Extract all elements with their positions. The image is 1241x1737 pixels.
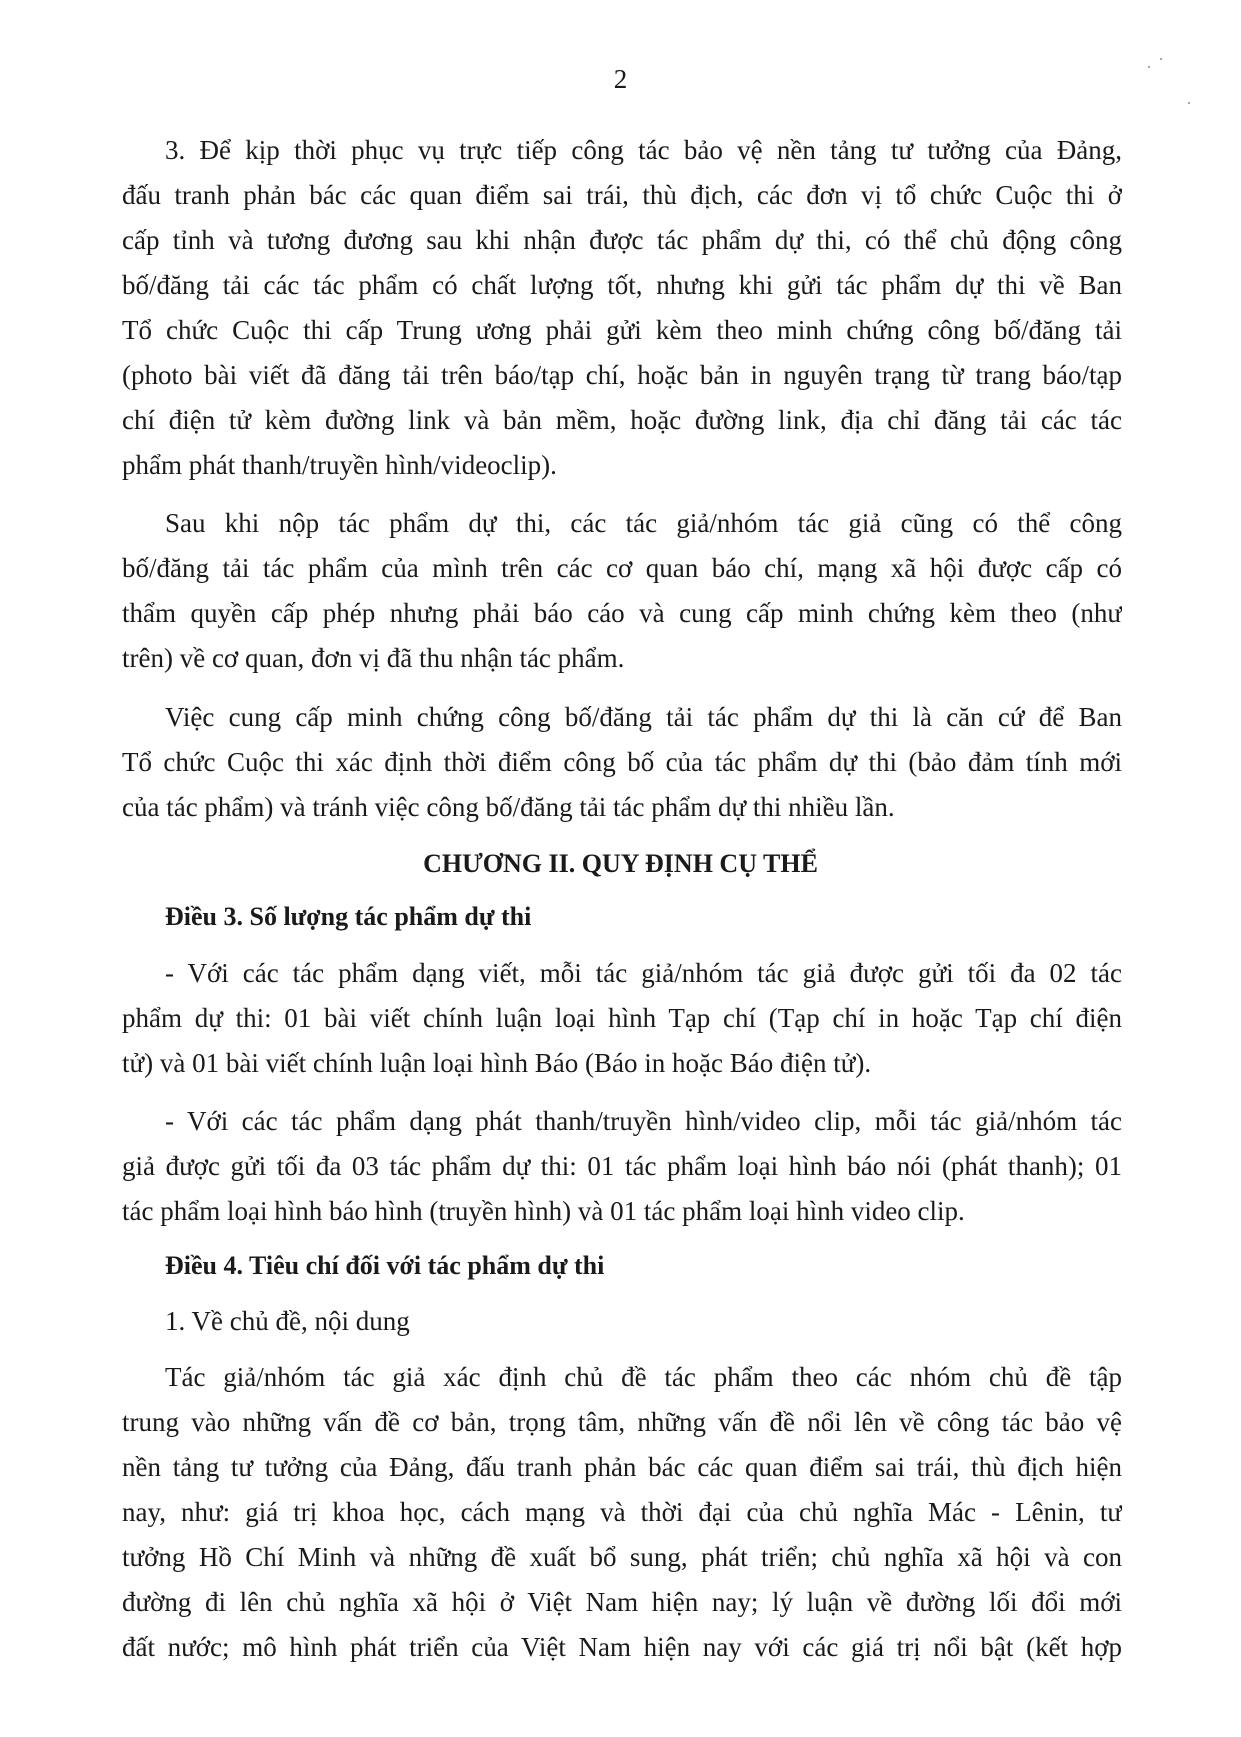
paragraph-line: bố/đăng tải các tác phẩm có chất lượng tốt, nhưng khi gửi tác phẩm dự thi về Ban	[122, 270, 1122, 300]
article-4-heading: Điều 4. Tiêu chí đối với tác phẩm dự thi	[165, 1251, 605, 1280]
paragraph-line: phẩm phát thanh/truyền hình/videoclip).	[122, 450, 557, 480]
paragraph-line: trung vào những vấn đề cơ bản, trọng tâm, những vấn đề nổi lên về công tác bảo vệ	[122, 1407, 1122, 1437]
scan-speck	[1188, 102, 1190, 104]
paragraph-line: 3. Để kịp thời phục vụ trực tiếp công tác bảo vệ nền tảng tư tưởng của Đảng,	[165, 135, 1122, 165]
page-number: 2	[613, 64, 628, 94]
paragraph-line: Tổ chức Cuộc thi xác định thời điểm công bố của tác phẩm dự thi (bảo đảm tính mới	[122, 747, 1122, 777]
paragraph-line: đường đi lên chủ nghĩa xã hội ở Việt Nam hiện nay; lý luận về đường lối đổi mới	[122, 1587, 1122, 1617]
paragraph-line: giả được gửi tối đa 03 tác phẩm dự thi: 01 tác phẩm loại hình báo nói (phát thanh); 01	[122, 1151, 1122, 1181]
paragraph-line: thẩm quyền cấp phép nhưng phải báo cáo và cung cấp minh chứng kèm theo (như	[122, 598, 1122, 628]
paragraph-line: - Với các tác phẩm dạng phát thanh/truyền hình/video clip, mỗi tác giả/nhóm tác	[165, 1106, 1122, 1136]
paragraph-line: tử) và 01 bài viết chính luận loại hình Báo (Báo in hoặc Báo điện tử).	[122, 1048, 872, 1078]
subsection-heading: 1. Về chủ đề, nội dung	[165, 1306, 410, 1336]
paragraph-line: cấp tỉnh và tương đương sau khi nhận được tác phẩm dự thi, có thể chủ động công	[122, 225, 1122, 255]
paragraph-line: bố/đăng tải tác phẩm của mình trên các cơ quan báo chí, mạng xã hội được cấp có	[122, 553, 1122, 583]
paragraph-line: đấu tranh phản bác các quan điểm sai trái, thù địch, các đơn vị tổ chức Cuộc thi ở	[122, 180, 1122, 210]
scan-speck	[1148, 66, 1150, 68]
chapter-heading: CHƯƠNG II. QUY ĐỊNH CỤ THỂ	[423, 849, 818, 878]
article-3-heading: Điều 3. Số lượng tác phẩm dự thi	[165, 902, 532, 931]
paragraph-line: chí điện tử kèm đường link và bản mềm, hoặc đường link, địa chỉ đăng tải các tác	[122, 405, 1122, 435]
paragraph-line: phẩm dự thi: 01 bài viết chính luận loại hình Tạp chí (Tạp chí in hoặc Tạp chí điện	[122, 1003, 1122, 1033]
paragraph-line: trên) về cơ quan, đơn vị đã thu nhận tác phẩm.	[122, 643, 625, 673]
paragraph-line: tác phẩm loại hình báo hình (truyền hình) và 01 tác phẩm loại hình video clip.	[122, 1196, 965, 1226]
paragraph-line: nền tảng tư tưởng của Đảng, đấu tranh phản bác các quan điểm sai trái, thù địch hiện	[122, 1452, 1122, 1482]
paragraph-line: - Với các tác phẩm dạng viết, mỗi tác giả/nhóm tác giả được gửi tối đa 02 tác	[165, 958, 1122, 988]
paragraph-line: nay, như: giá trị khoa học, cách mạng và thời đại của chủ nghĩa Mác - Lênin, tư	[122, 1497, 1122, 1527]
paragraph-line: (photo bài viết đã đăng tải trên báo/tạp chí, hoặc bản in nguyên trạng từ trang báo/tạp	[122, 360, 1122, 390]
paragraph-line: Tổ chức Cuộc thi cấp Trung ương phải gửi kèm theo minh chứng công bố/đăng tải	[122, 315, 1122, 345]
paragraph-line: của tác phẩm) và tránh việc công bố/đăng tải tác phẩm dự thi nhiều lần.	[122, 792, 895, 822]
paragraph-line: đất nước; mô hình phát triển của Việt Nam hiện nay với các giá trị nổi bật (kết hợp	[122, 1632, 1122, 1662]
paragraph-line: Tác giả/nhóm tác giả xác định chủ đề tác phẩm theo các nhóm chủ đề tập	[165, 1362, 1122, 1392]
paragraph-line: Sau khi nộp tác phẩm dự thi, các tác giả/nhóm tác giả cũng có thể công	[165, 508, 1122, 538]
paragraph-line: Việc cung cấp minh chứng công bố/đăng tải tác phẩm dự thi là căn cứ để Ban	[165, 702, 1122, 732]
scan-speck	[1160, 58, 1162, 60]
paragraph-line: tưởng Hồ Chí Minh và những đề xuất bổ sung, phát triển; chủ nghĩa xã hội và con	[122, 1542, 1122, 1572]
